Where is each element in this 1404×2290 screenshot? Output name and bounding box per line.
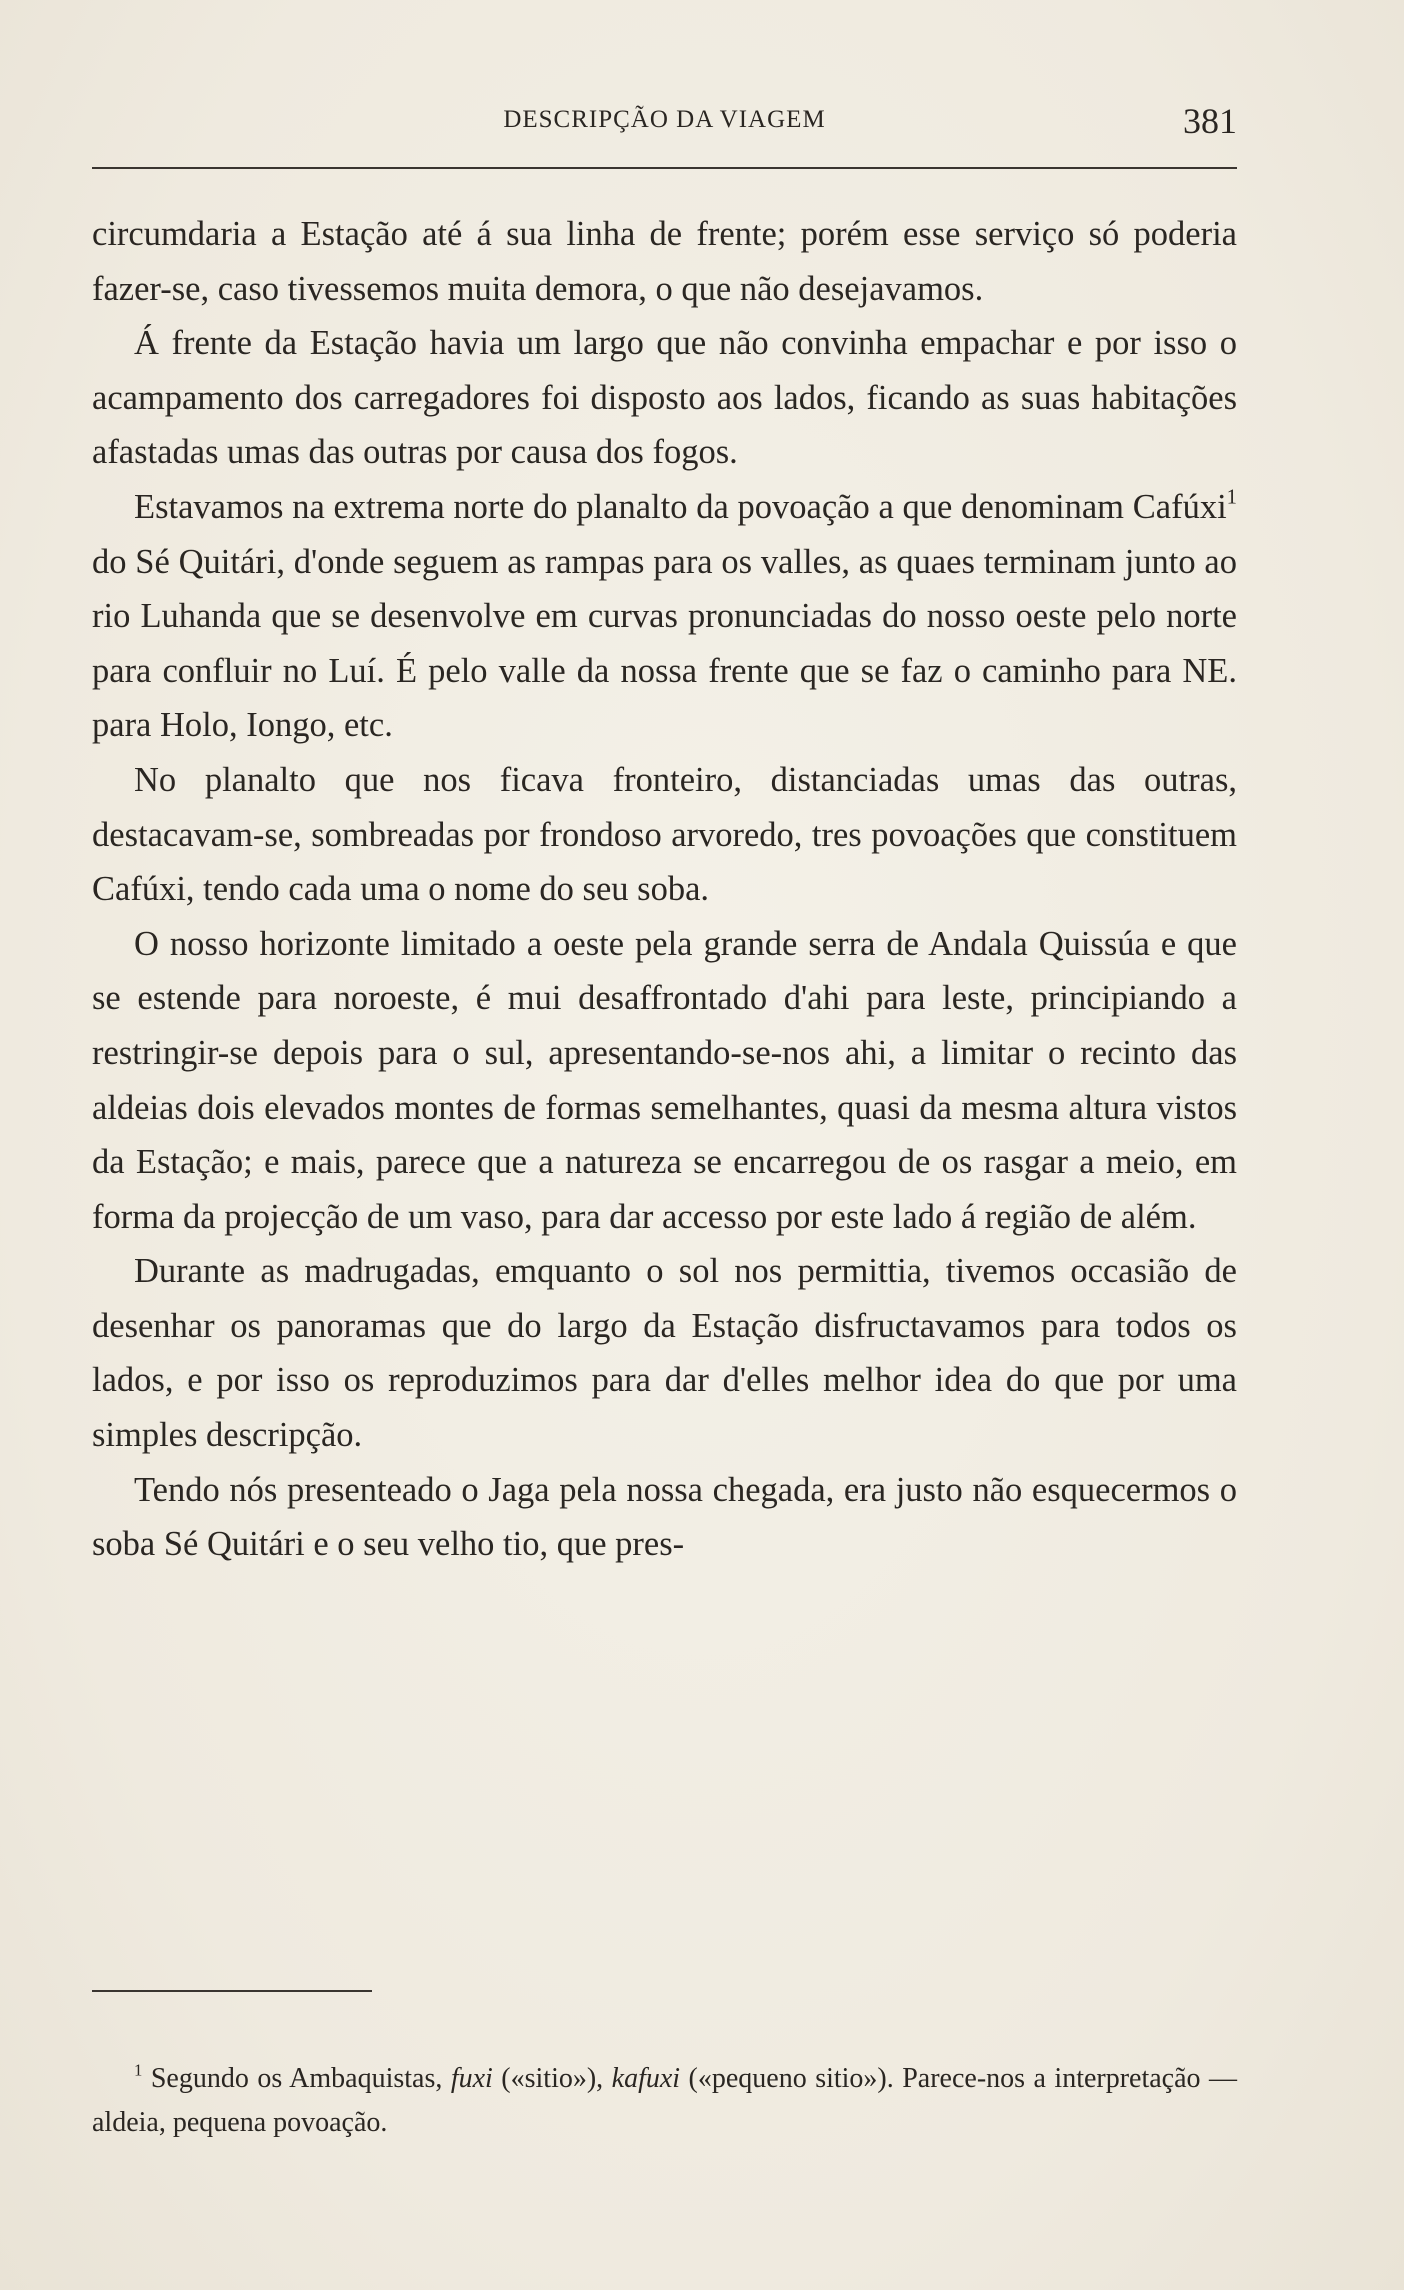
footnote-rule bbox=[92, 1990, 372, 1992]
footnote-reference[interactable]: 1 bbox=[1226, 486, 1237, 509]
footnote-text-2: («sitio»), bbox=[492, 2063, 612, 2094]
paragraph-7: Tendo nós presenteado o Jaga pela nossa chegada, era justo não esquecermos o soba Sé Quitári e o seu velho tio, que pres- bbox=[92, 1470, 1237, 1564]
body-text bbox=[92, 207, 1237, 1572]
paragraph-5: O nosso horizonte limitado a oeste pela grande serra de Andala Quissúa e que se estende para noroeste, é mui desaffrontado d'ahi para leste, principiando a restringir-se depois para o sul, apresentando-se-nos ahi, a limitar o recinto das aldeias dois elevados montes de formas semelhantes, quasi da mesma altura vistos da Estação; e mais, parece que a natureza se encarregou de os rasgar a meio, em forma da projecção de um vaso, para dar accesso por este lado á região de além. bbox=[92, 924, 1237, 1236]
paragraph-3 bbox=[92, 480, 1237, 753]
paragraph-3-start: Estavamos na extrema norte do planalto da povoação a que denominam Cafúxi bbox=[134, 487, 1227, 526]
paragraph-2: Á frente da Estação havia um largo que não convinha empachar e por isso o acampamento dos carregadores foi disposto aos lados, ficando as suas habitações afastadas umas das outras por causa dos fogos. bbox=[92, 324, 1237, 472]
footnote-paragraph bbox=[92, 2057, 1237, 2145]
paragraph-1: circumdaria a Estação até á sua linha de frente; porém esse serviço só poderia fazer-se, caso tivessemos muita demora, o que não desejavamos. bbox=[92, 215, 1237, 308]
footnote-marker: 1 bbox=[134, 2060, 143, 2080]
running-head: DESCRIPÇÃO DA VIAGEM bbox=[503, 106, 826, 133]
footnote bbox=[92, 2057, 1237, 2145]
page-header bbox=[92, 100, 1237, 150]
footnote-text-1: Segundo os Ambaquistas, bbox=[142, 2063, 451, 2094]
footnote-term-kafuxi: kafuxi bbox=[611, 2063, 681, 2094]
header-rule bbox=[92, 167, 1237, 169]
paragraph-4: No planalto que nos ficava fronteiro, distanciadas umas das outras, destacavam-se, sombreadas por frondoso arvoredo, tres povoações que constituem Cafúxi, tendo cada uma o nome do seu soba. bbox=[92, 760, 1237, 909]
paragraph-3-rest: do Sé Quitári, d'onde seguem as rampas para os valles, as quaes terminam junto ao rio Luhanda que se desenvolve em curvas pronunciadas do nosso oeste pelo norte para confluir no Luí. É pelo valle da nossa frente que se faz o caminho para NE. para Holo, Iongo, etc. bbox=[92, 542, 1237, 745]
page-number: 381 bbox=[1183, 101, 1237, 141]
footnote-term-fuxi: fuxi bbox=[450, 2063, 493, 2094]
footnote-text-3: («pequeno sitio»). Parece-nos a interpretação — aldeia, pequena povoação. bbox=[92, 2063, 1238, 2138]
paragraph-6: Durante as madrugadas, emquanto o sol nos permittia, tivemos occasião de desenhar os panoramas que do largo da Estação disfructavamos para todos os lados, e por isso os reproduzimos para dar d'elles melhor idea do que por uma simples descripção. bbox=[92, 1252, 1237, 1455]
